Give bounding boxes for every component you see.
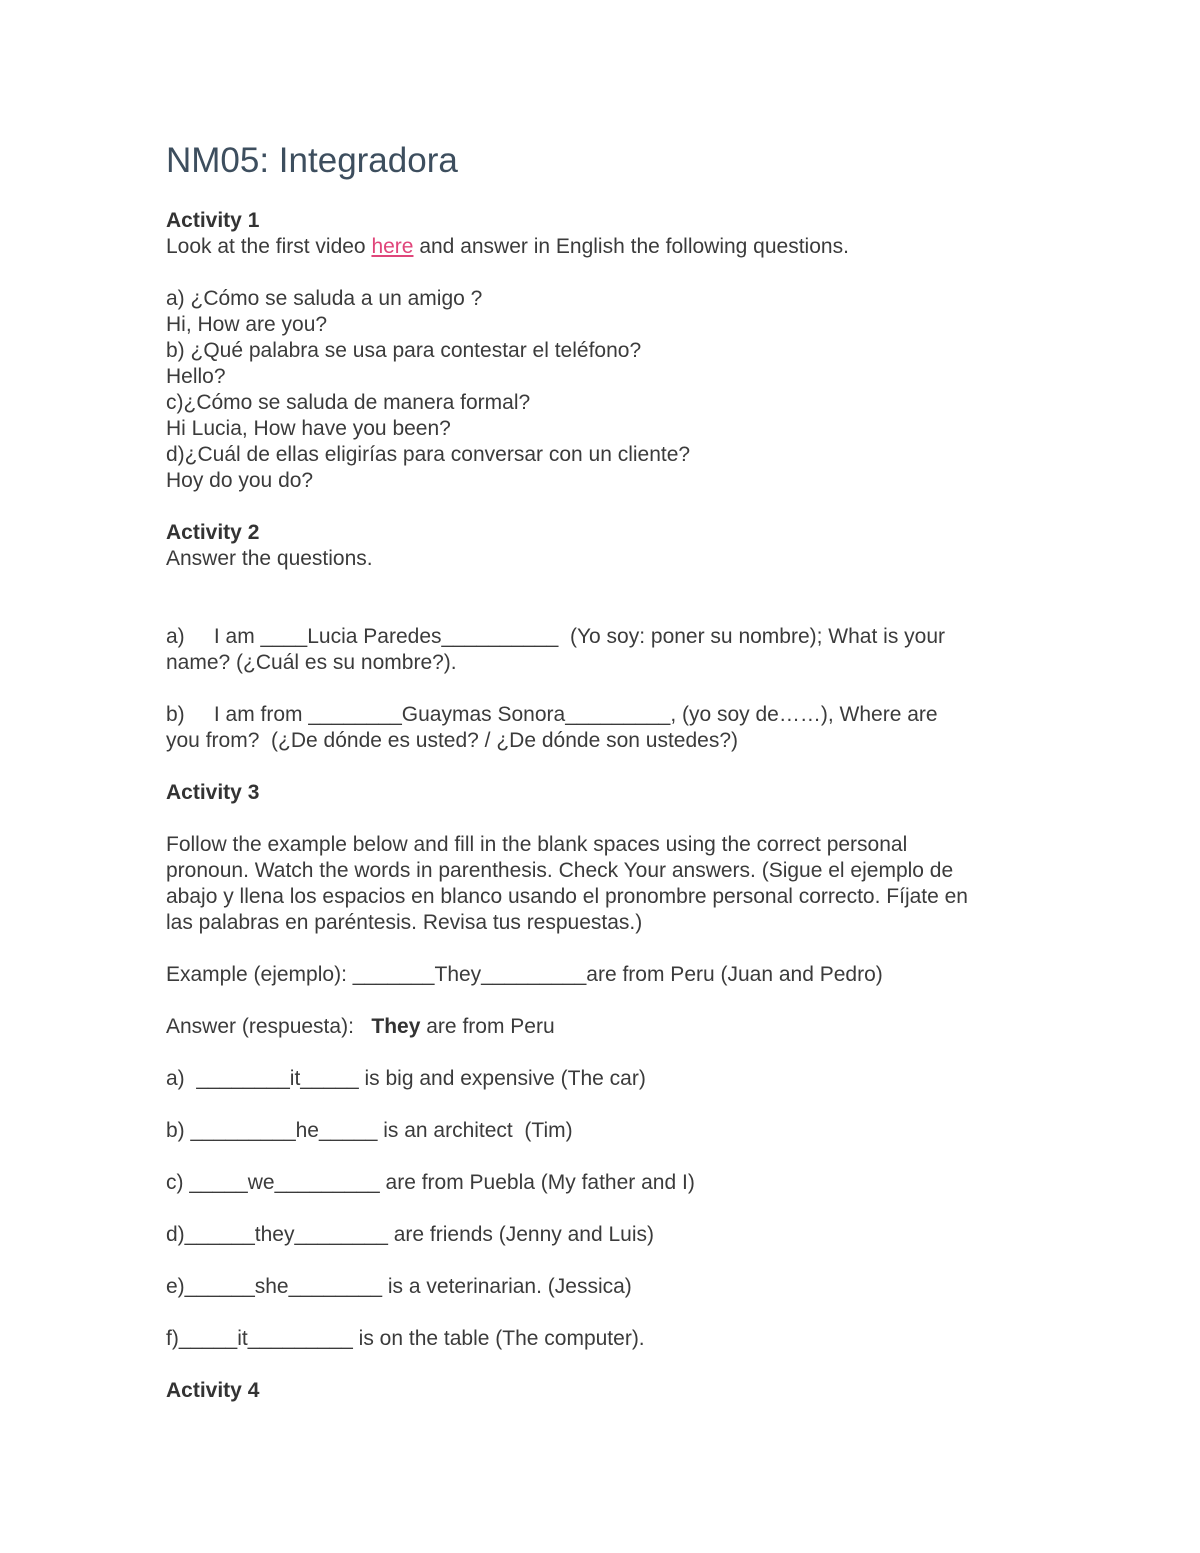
- activity-2-intro: Answer the questions.: [166, 547, 373, 570]
- spacer: [166, 806, 1032, 832]
- activity-1-intro-text: Look at the first video: [166, 235, 372, 258]
- spacer: [166, 494, 1032, 520]
- activity-1-answer-d: Hoy do you do?: [166, 469, 314, 492]
- spacer: [166, 676, 1032, 702]
- spacer: [166, 754, 1032, 780]
- spacer: [166, 1040, 1032, 1066]
- activity-1-answer-a: Hi, How are you?: [166, 313, 328, 336]
- activity-1-question-c: c)¿Cómo se saluda de manera formal?: [166, 391, 531, 414]
- activity-1-answer-b: Hello?: [166, 365, 226, 388]
- activity-3-item-e: e)______she________ is a veterinarian. (Jessica): [166, 1275, 632, 1298]
- activity-4-heading: Activity 4: [166, 1379, 260, 1402]
- activity-1-question-a: a) ¿Cómo se saluda a un amigo ?: [166, 287, 483, 310]
- spacer: [166, 1196, 1032, 1222]
- spacer: [166, 1248, 1032, 1274]
- activity-3-item-a: a) ________it_____ is big and expensive (The car): [166, 1067, 646, 1090]
- activity-2-heading: Activity 2: [166, 521, 260, 544]
- spacer: [166, 260, 1032, 286]
- document-content: [166, 140, 1032, 1404]
- video-link[interactable]: here: [371, 235, 414, 258]
- activity-3-instructions-line2: pronoun. Watch the words in parenthesis. Check Your answers. (Sigue el ejemplo de: [166, 859, 954, 882]
- activity-3-item-d: d)______they________ are friends (Jenny and Luis): [166, 1223, 655, 1246]
- spacer: [166, 936, 1032, 962]
- spacer: [166, 1092, 1032, 1118]
- activity-3-example: Example (ejemplo): _______They_________are from Peru (Juan and Pedro): [166, 963, 883, 986]
- activity-2-item-b-line1: b) I am from ________Guaymas Sonora_________, (yo soy de……), Where are: [166, 703, 938, 726]
- activity-3-instructions-line4: las palabras en paréntesis. Revisa tus respuestas.): [166, 911, 643, 934]
- activity-1-question-b: b) ¿Qué palabra se usa para contestar el teléfono?: [166, 339, 642, 362]
- answer-label: Answer (respuesta):: [166, 1015, 372, 1038]
- activity-2-item-a-line1: a) I am ____Lucia Paredes__________ (Yo soy: poner su nombre); What is your: [166, 625, 946, 648]
- activity-3-heading: Activity 3: [166, 781, 260, 804]
- answer-rest: are from Peru: [420, 1015, 555, 1038]
- activity-3-item-c: c) _____we_________ are from Puebla (My father and I): [166, 1171, 695, 1194]
- spacer: [166, 1352, 1032, 1378]
- activity-3-instructions-line1: Follow the example below and fill in the blank spaces using the correct personal: [166, 833, 908, 856]
- activity-1-heading: Activity 1: [166, 209, 260, 232]
- activity-2-item-b-line2: you from? (¿De dónde es usted? / ¿De dónde son ustedes?): [166, 729, 738, 752]
- activity-3-instructions-line3: abajo y llena los espacios en blanco usando el pronombre personal correcto. Fíjate en: [166, 885, 968, 908]
- activity-2-item-a-line2: name? (¿Cuál es su nombre?).: [166, 651, 457, 674]
- spacer: [166, 1300, 1032, 1326]
- spacer: [166, 988, 1032, 1014]
- activity-3-item-f: f)_____it_________ is on the table (The computer).: [166, 1327, 645, 1350]
- answer-bold-pronoun: They: [371, 1015, 421, 1038]
- activity-1-answer-c: Hi Lucia, How have you been?: [166, 417, 451, 440]
- activity-1-question-d: d)¿Cuál de ellas eligirías para conversar con un cliente?: [166, 443, 691, 466]
- activity-1-intro-text-end: and answer in English the following questions.: [413, 235, 849, 258]
- activity-3-item-b: b) _________he_____ is an architect (Tim): [166, 1119, 573, 1142]
- spacer: [166, 1144, 1032, 1170]
- activity-3-answer: [166, 1014, 1032, 1040]
- spacer: [166, 572, 1032, 624]
- page-title: NM05: Integradora: [166, 141, 458, 180]
- activity-1-intro: [166, 234, 1032, 260]
